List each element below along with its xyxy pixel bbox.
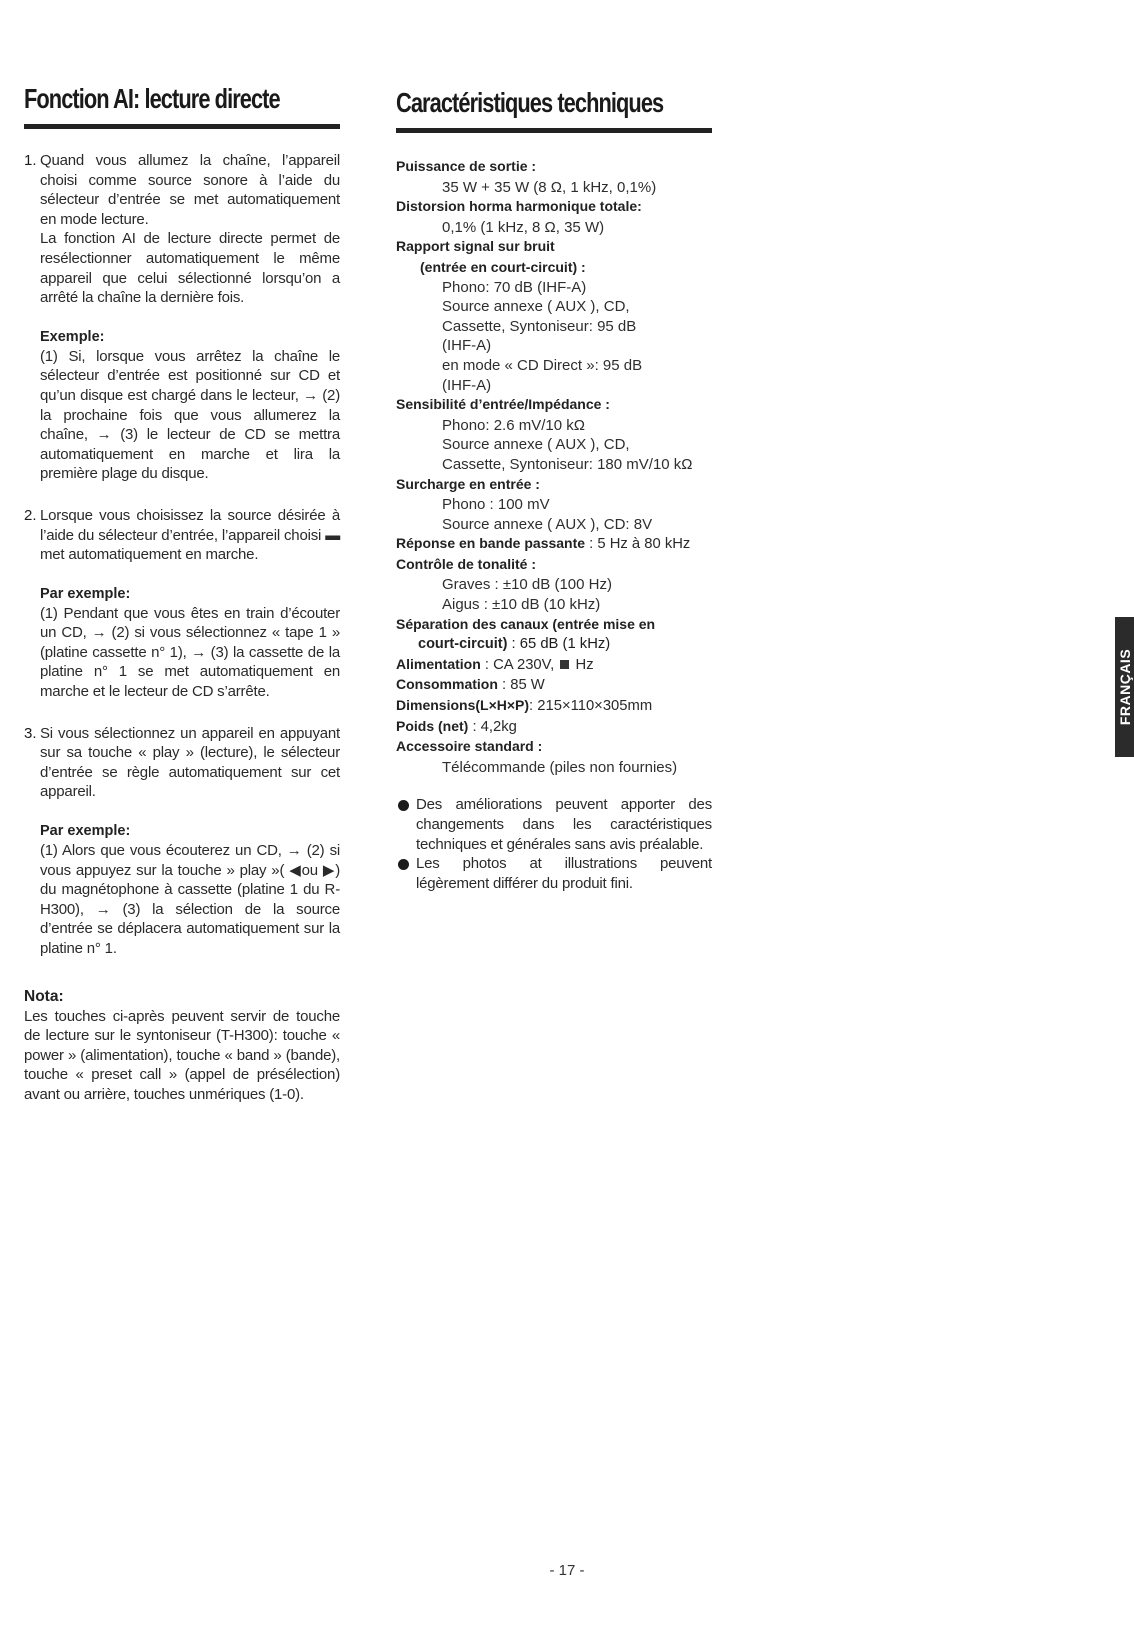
spec-accessory: Accessoire standard :: [396, 738, 543, 755]
spec-value: Phono : 100 mV: [442, 496, 550, 514]
spec-value: Phono: 70 dB (IHF-A): [442, 278, 587, 296]
bullet-dot-icon: [398, 800, 409, 811]
item-text: Lorsque vous choisissez la source désirée à l’aide du sélecteur d’entrée, l’appareil choisi ▬ met automatiquement en marche.: [40, 506, 340, 564]
item-number: 3.: [24, 724, 37, 742]
spec-value: en mode « CD Direct »: 95 dB: [442, 356, 643, 374]
example-text: (1) Si, lorsque vous arrêtez la chaîne le sélecteur d’entrée est positionné sur CD et qu’un disque est chargé dans le lecteur, → (2) la prochaine fois que vous allumerez la chaîne, → (3) le lecteur de CD se mettra automatiquement en marche et lira la première plage du disque.: [40, 347, 340, 483]
heading-rule: [24, 124, 340, 129]
item-text: Quand vous allumez la chaîne, l’appareil choisi comme source sonore à l’aide du sélecteur d’entrée se met automatiquement en mode lecture.: [40, 152, 340, 228]
spec-value: Source annexe ( AUX ), CD,: [442, 298, 630, 316]
numbered-item-1: [24, 151, 340, 484]
bullet-item: Des améliorations peuvent apporter des changements dans les caractéristiques techniques et générales sans avis préalable.: [396, 795, 712, 854]
spec-frequency-response: Réponse en bande passante : 5 Hz à 80 kHz: [396, 535, 691, 553]
spec-value: 35 W + 35 W (8 Ω, 1 kHz, 0,1%): [442, 178, 657, 196]
section-heading-specs: Caractéristiques techniques: [396, 87, 664, 118]
example-block: [40, 821, 340, 959]
spec-value: Source annexe ( AUX ), CD: 8V: [442, 515, 653, 533]
numbered-item-2: [24, 506, 340, 702]
heading-rule: [396, 128, 712, 133]
note-text: Les touches ci-après peuvent servir de touche de lecture sur le syntoniseur (T-H300): touche « power » (alimentation), touche « band » (bande), touche « preset call » (appel de présélection) avant ou arrière, touches unmériques (1-0).: [24, 1007, 340, 1103]
spec-input-overload: Surcharge en entrée :: [396, 475, 540, 492]
bullet-dot-icon: [398, 859, 409, 870]
spec-value: Aigus : ±10 dB (10 kHz): [442, 596, 601, 614]
spec-value: Source annexe ( AUX ), CD,: [442, 436, 630, 454]
section-heading-ai: Fonction AI: lecture directe: [24, 83, 280, 114]
spec-sensitivity: Sensibilité d’entrée/Impédance :: [396, 396, 610, 413]
notice-bullets: [396, 795, 712, 893]
spec-consumption: Consommation : 85 W: [396, 676, 545, 694]
spec-value: 0,1% (1 kHz, 8 Ω, 35 W): [442, 218, 605, 236]
page-number: - 17 -: [549, 1562, 585, 1579]
spec-continued: court-circuit) : 65 dB (1 kHz): [418, 636, 611, 653]
example-label: Exemple:: [40, 328, 105, 345]
spec-list: [396, 157, 712, 777]
item-number: 1.: [24, 152, 37, 169]
spec-output-power: Puissance de sortie :: [396, 158, 537, 174]
spec-weight: Poids (net) : 4,2kg: [396, 717, 517, 735]
numbered-item-3: [24, 724, 340, 959]
spec-value: Télécommande (piles non fournies): [442, 758, 678, 776]
spec-value: (IHF-A): [442, 337, 492, 355]
example-text: (1) Pendant que vous êtes en train d’écouter un CD, → (2) si vous sélectionnez « tape 1 » (platine cassette n° 1), → (3) la cassette de la platine n° 1 se met automatiquement en marche et le lecteur de CD s’arrête.: [40, 604, 340, 701]
spec-sublabel: (entrée en court-circuit) :: [420, 258, 586, 275]
note-block: [24, 987, 340, 1105]
example-text: (1) Alors que vous écouterez un CD, → (2) si vous appuyez sur la touche » play »( ◀ou ▶) du magnétophone à cassette (platine 1 du R-H300), → (3) la sélection de la source d’entrée se déplacera automatiquement sur la platine n° 1.: [40, 842, 340, 957]
spec-value: (IHF-A): [442, 376, 492, 394]
spec-tone-control: Contrôle de tonalité :: [396, 555, 536, 572]
spec-value: Phono: 2.6 mV/10 kΩ: [442, 416, 585, 434]
note-label: Nota:: [24, 987, 64, 1005]
spec-value: Cassette, Syntoniseur: 95 dB: [442, 317, 637, 335]
example-label: Par exemple:: [40, 585, 131, 602]
technical-specs-section: [396, 86, 712, 893]
item-number: 2.: [24, 506, 37, 524]
spec-thd: Distorsion horma harmonique totale:: [396, 198, 642, 215]
ai-direct-play-section: [24, 82, 340, 1105]
spec-power-supply: Alimentation : CA 230V, Hz: [396, 655, 594, 673]
spec-value: Graves : ±10 dB (100 Hz): [442, 576, 612, 594]
spec-value: Cassette, Syntoniseur: 180 mV/10 kΩ: [442, 455, 693, 473]
example-label: Par exemple:: [40, 823, 131, 840]
example-block: [40, 584, 340, 702]
language-tab: [1115, 617, 1134, 757]
spec-snr: Rapport signal sur bruit: [396, 238, 555, 255]
spec-channel-separation: Séparation des canaux (entrée mise en: [396, 615, 656, 632]
example-block: [40, 327, 340, 484]
item-text-continued: La fonction AI de lecture directe permet de resélectionner automatiquement le même appareil que celui sélectionné lorsqu’on a arrêté la chaîne la dernière fois.: [40, 230, 340, 307]
language-tab-label: FRANÇAIS: [1116, 648, 1133, 726]
item-text: Si vous sélectionnez un appareil en appuyant sur sa touche « play » (lecture), le sélecteur d’entrée se règle automatiquement sur cet appareil.: [40, 724, 340, 801]
bullet-item: Les photos at illustrations peuvent légèrement différer du produit fini.: [396, 854, 712, 893]
blacked-out-square-icon: [560, 660, 569, 669]
spec-dimensions: Dimensions(L×H×P): 215×110×305mm: [396, 697, 653, 715]
